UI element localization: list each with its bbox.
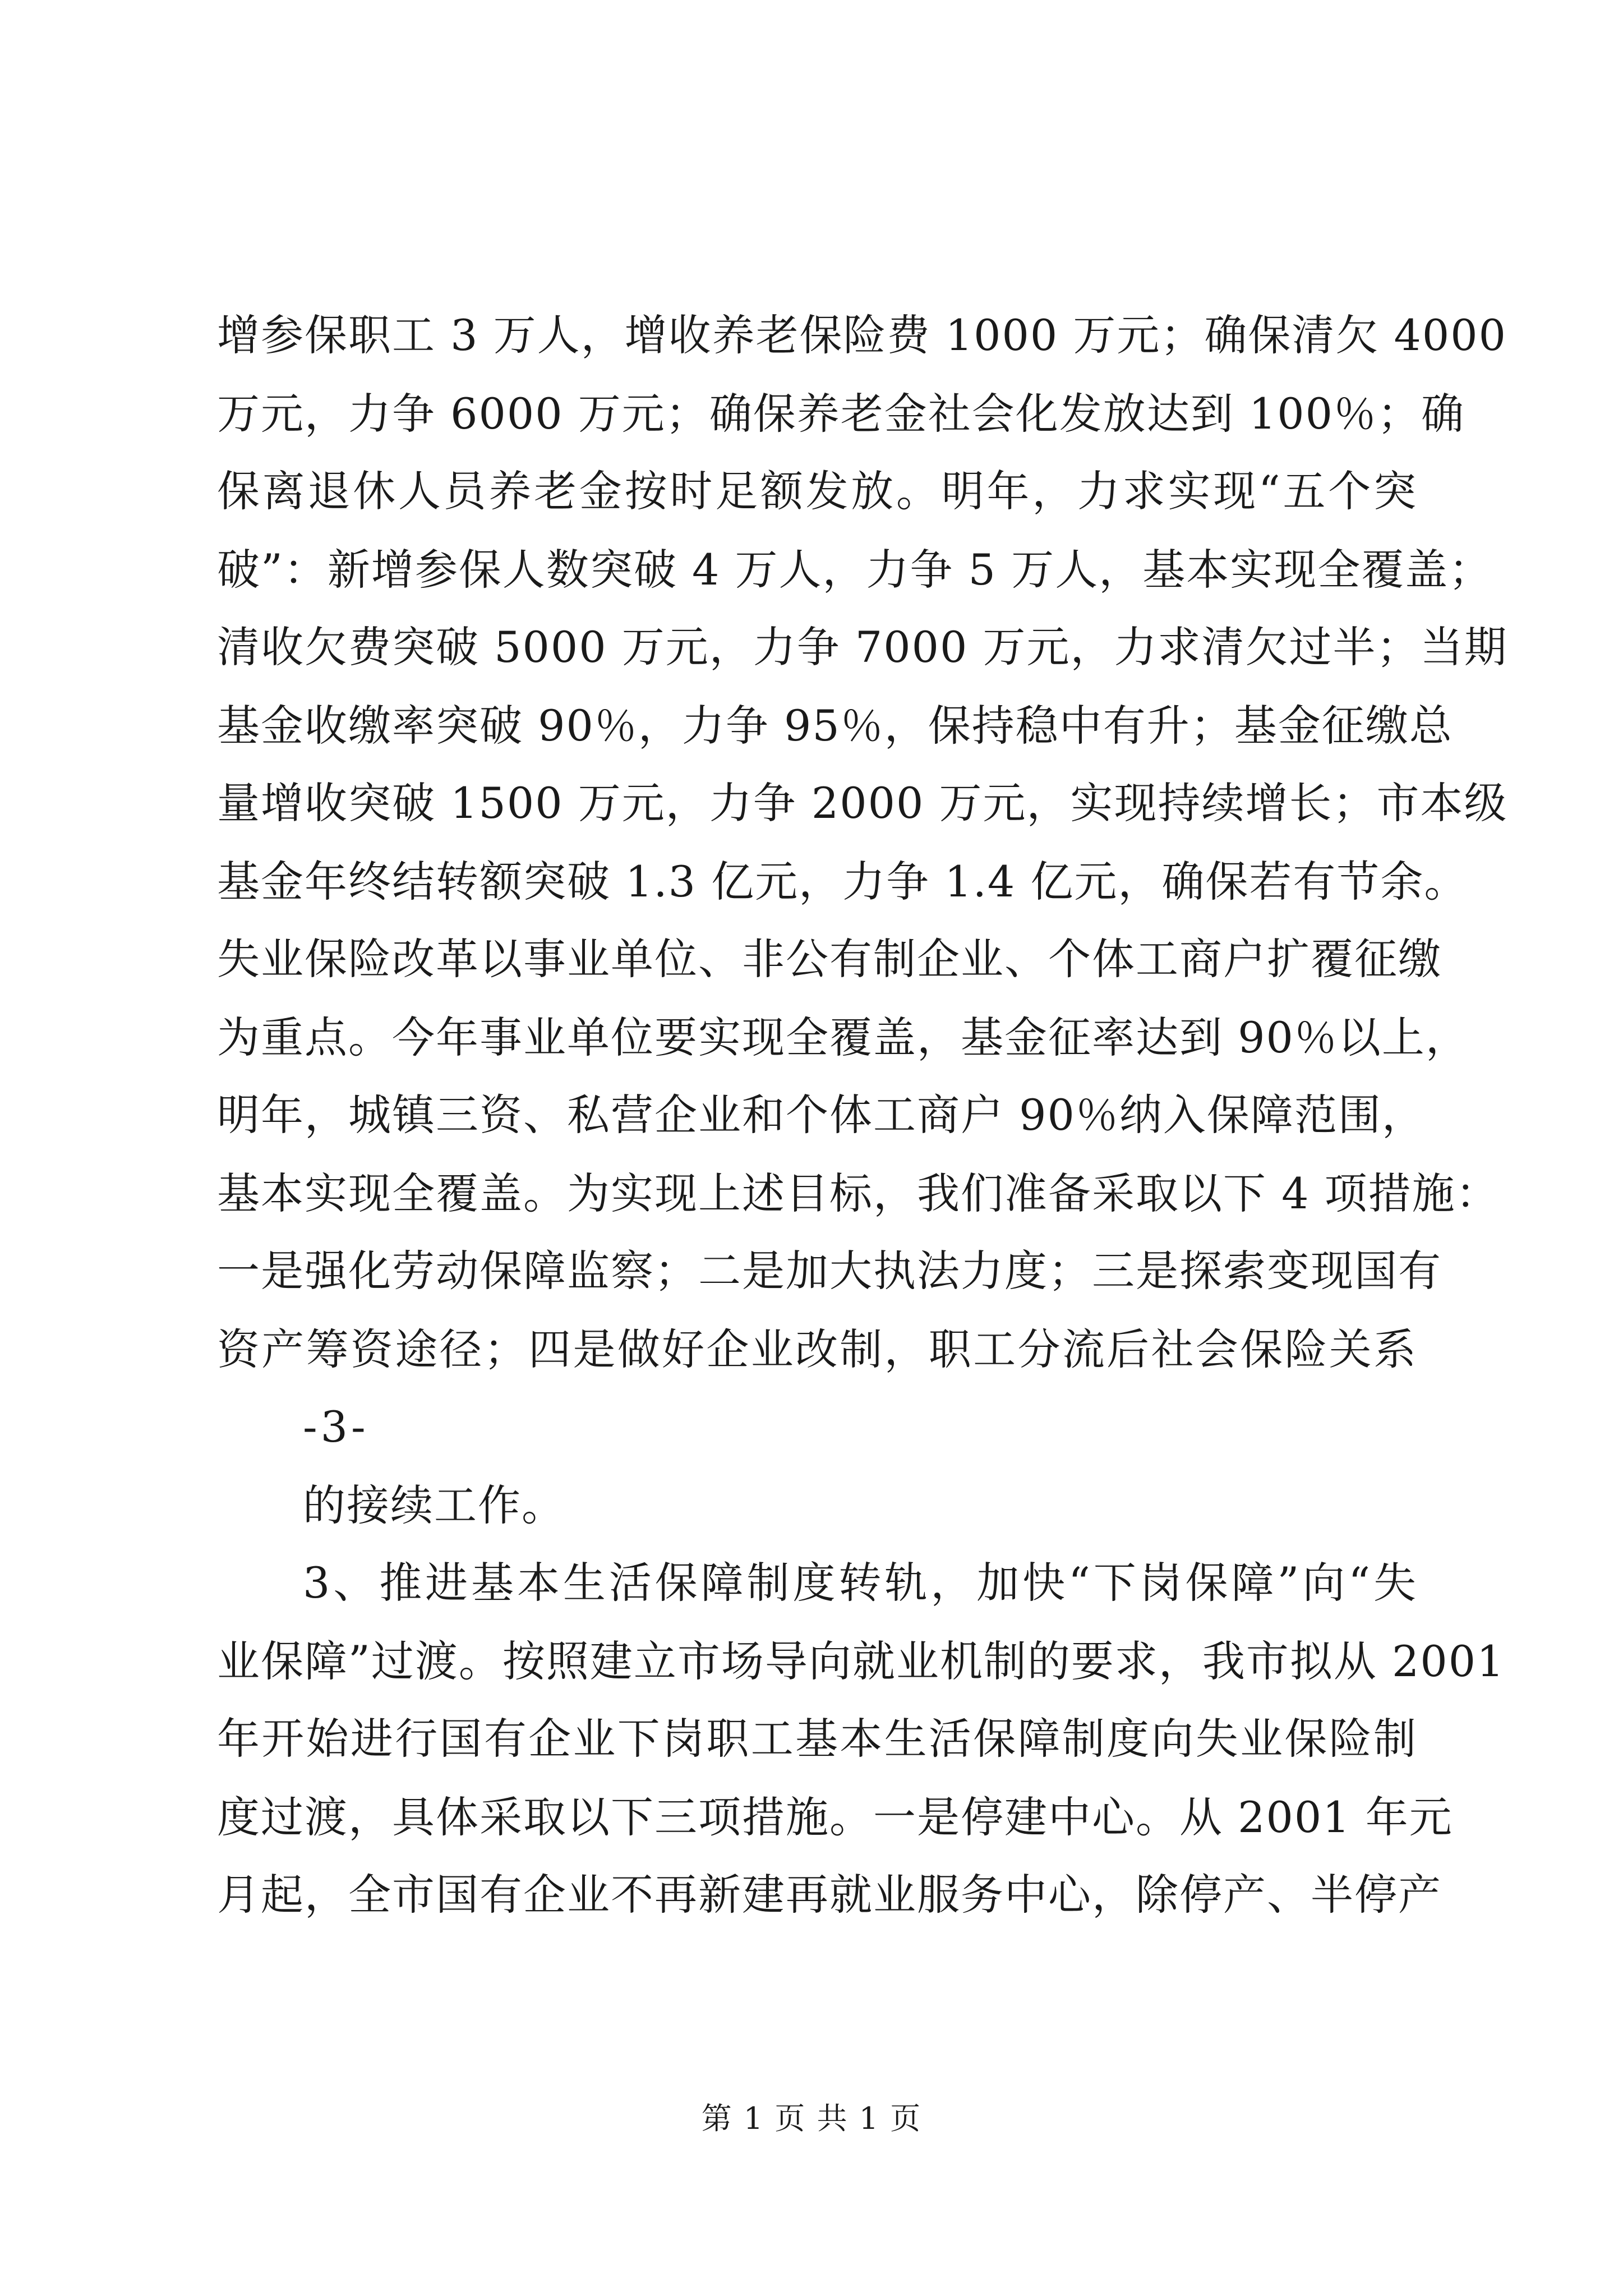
page-marker: -3- <box>303 1402 369 1452</box>
body-text-line: 失业保险改革以事业单位、非公有制企业、个体工商户扩覆征缴 <box>217 934 1442 984</box>
body-text-line: 基金年终结转额突破 1.3 亿元，力争 1.4 亿元，确保若有节余。 <box>217 857 1468 907</box>
body-text-line: 增参保职工 3 万人，增收养老保险费 1000 万元；确保清欠 4000 <box>217 310 1507 360</box>
body-text-line: 月起，全市国有企业不再新建再就业服务中心，除停产、半停产 <box>217 1870 1442 1920</box>
body-text-line: 万元，力争 6000 万元；确保养老金社会化发放达到 100％；确 <box>217 389 1465 439</box>
body-text-line: 清收欠费突破 5000 万元，力争 7000 万元，力求清欠过半；当期 <box>217 622 1508 672</box>
body-text-line: 基本实现全覆盖。为实现上述目标，我们准备采取以下 4 项措施： <box>217 1168 1500 1218</box>
body-text-line: 破”：新增参保人数突破 4 万人，力争 5 万人，基本实现全覆盖； <box>217 545 1493 595</box>
body-text-line: 为重点。今年事业单位要实现全覆盖，基金征率达到 90％以上， <box>217 1013 1469 1062</box>
body-text-line: 基金收缴率突破 90％，力争 95％，保持稳中有升；基金征缴总 <box>217 701 1453 751</box>
body-text-line: 量增收突破 1500 万元，力争 2000 万元，实现持续增长；市本级 <box>217 778 1508 828</box>
page-footer: 第 1 页 共 1 页 <box>701 2101 922 2136</box>
body-text-line: 一是强化劳动保障监察；二是加大执法力度；三是探索变现国有 <box>217 1246 1442 1296</box>
body-text-line: 资产筹资途径；四是做好企业改制，职工分流后社会保险关系 <box>217 1324 1417 1374</box>
body-text-line: 业保障”过渡。按照建立市场导向就业机制的要求，我市拟从 2001 <box>217 1636 1505 1686</box>
body-text-line: 明年，城镇三资、私营企业和个体工商户 90％纳入保障范围， <box>217 1090 1426 1140</box>
body-text-line: 的接续工作。 <box>303 1480 565 1530</box>
body-text-line: 度过渡，具体采取以下三项措施。一是停建中心。从 2001 年元 <box>217 1792 1453 1842</box>
body-text-line: 年开始进行国有企业下岗职工基本生活保障制度向失业保险制 <box>217 1714 1417 1764</box>
body-text-line: 保离退休人员养老金按时足额发放。明年，力求实现“五个突 <box>217 466 1417 516</box>
section-heading-line: 3、推进基本生活保障制度转轨，加快“下岗保障”向“失 <box>303 1558 1417 1608</box>
